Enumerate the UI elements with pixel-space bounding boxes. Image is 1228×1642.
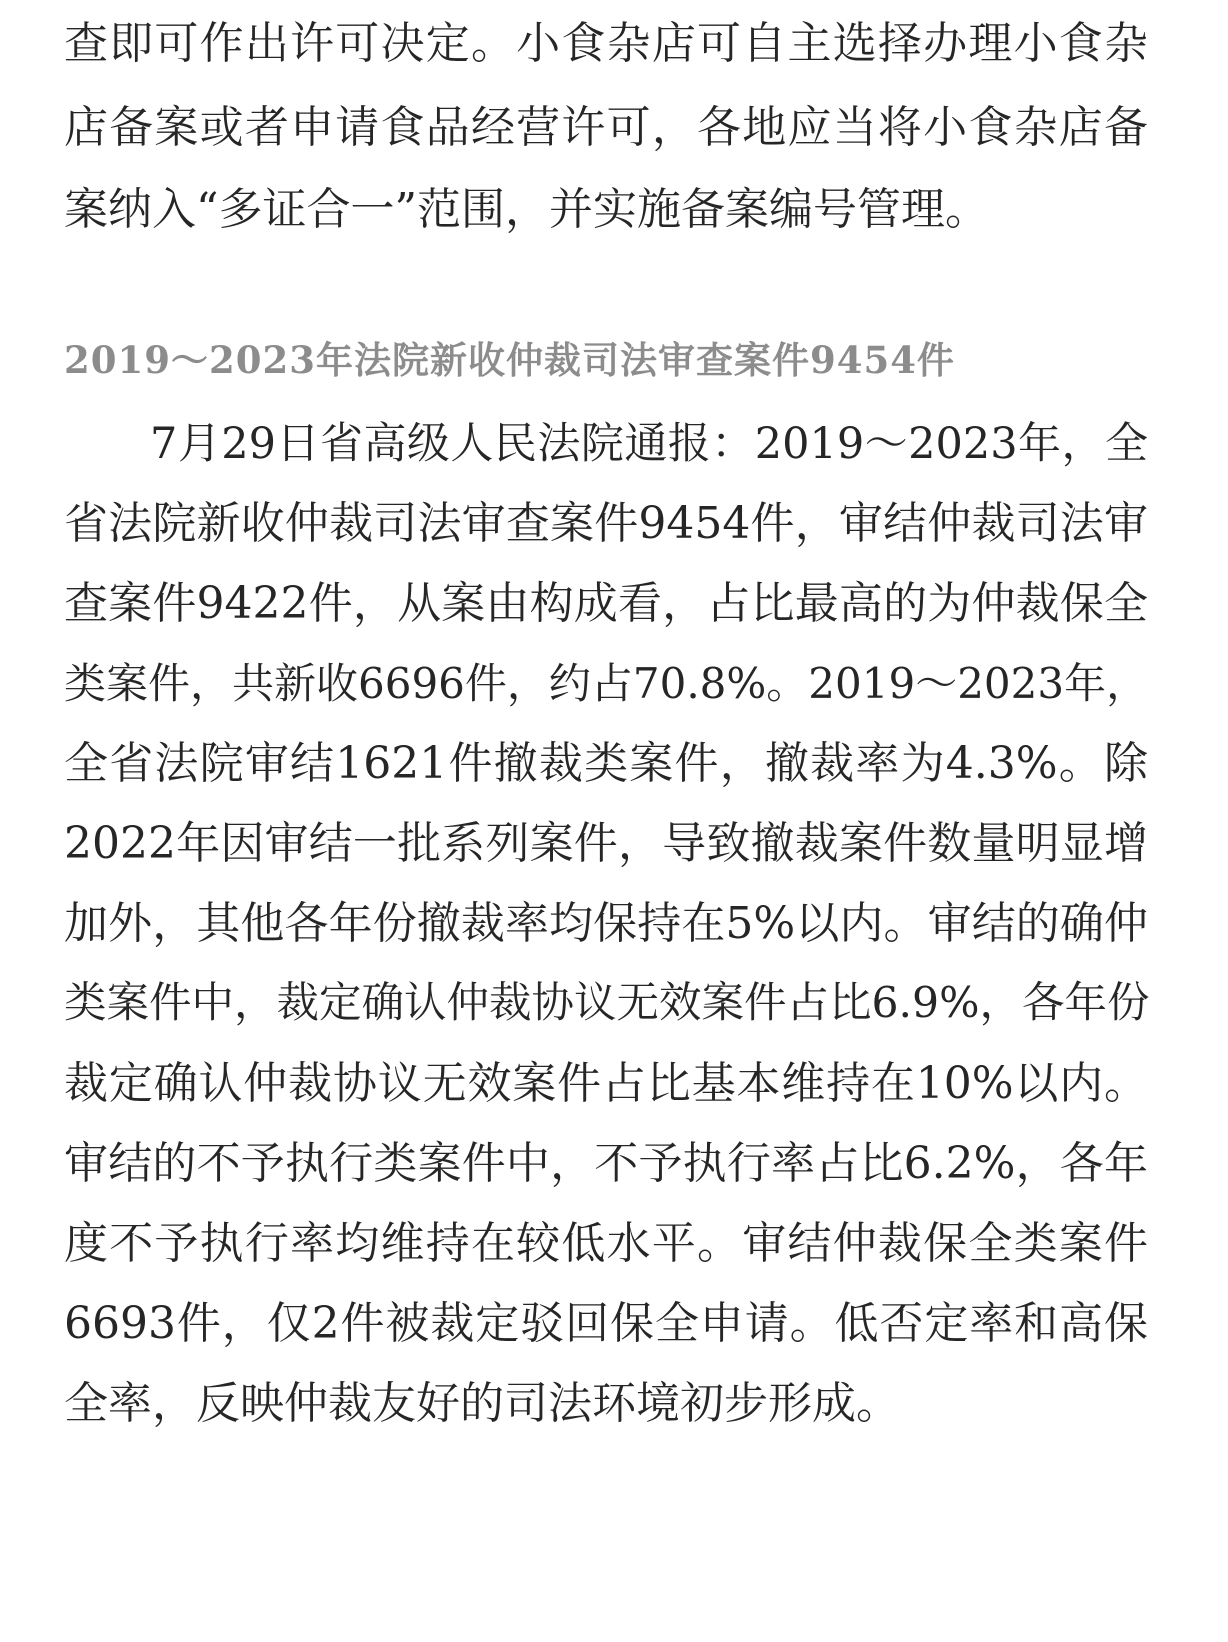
paragraph-line: 查案件9422件，从案由构成看，占比最高的为仲裁保全	[64, 578, 1148, 629]
paragraph-line: 裁定确认仲裁协议无效案件占比基本维持在10%以内。	[64, 1058, 1148, 1109]
paragraph-line: 类案件，共新收6696件，约占70.8%。2019～2023年，	[64, 659, 1149, 708]
paragraph-line: 店备案或者申请食品经营许可，各地应当将小食杂店备	[64, 102, 1148, 153]
paragraph-line: 全率，反映仲裁友好的司法环境初步形成。	[64, 1378, 900, 1429]
paragraph-line: 类案件中，裁定确认仲裁协议无效案件占比6.9%，各年份	[64, 979, 1150, 1028]
section-heading: 2019～2023年法院新收仲裁司法审查案件9454件	[64, 338, 955, 382]
paragraph-line: 审结的不予执行类案件中，不予执行率占比6.2%，各年	[64, 1138, 1148, 1189]
paragraph-line: 2022年因审结一批系列案件，导致撤裁案件数量明显增	[64, 818, 1148, 869]
paragraph-line: 案纳入“多证合一”范围，并实施备案编号管理。	[64, 184, 989, 235]
paragraph-line: 7月29日省高级人民法院通报：2019～2023年，全	[150, 419, 1148, 469]
paragraph-line: 查即可作出许可决定。小食杂店可自主选择办理小食杂	[64, 18, 1148, 69]
paragraph-line: 省法院新收仲裁司法审查案件9454件，审结仲裁司法审	[64, 498, 1148, 549]
paragraph-line: 加外，其他各年份撤裁率均保持在5%以内。审结的确仲	[64, 898, 1148, 949]
paragraph-line: 度不予执行率均维持在较低水平。审结仲裁保全类案件	[64, 1218, 1148, 1269]
paragraph-line: 全省法院审结1621件撤裁类案件，撤裁率为4.3%。除	[64, 738, 1148, 789]
paragraph-line: 6693件，仅2件被裁定驳回保全申请。低否定率和高保	[64, 1298, 1148, 1349]
